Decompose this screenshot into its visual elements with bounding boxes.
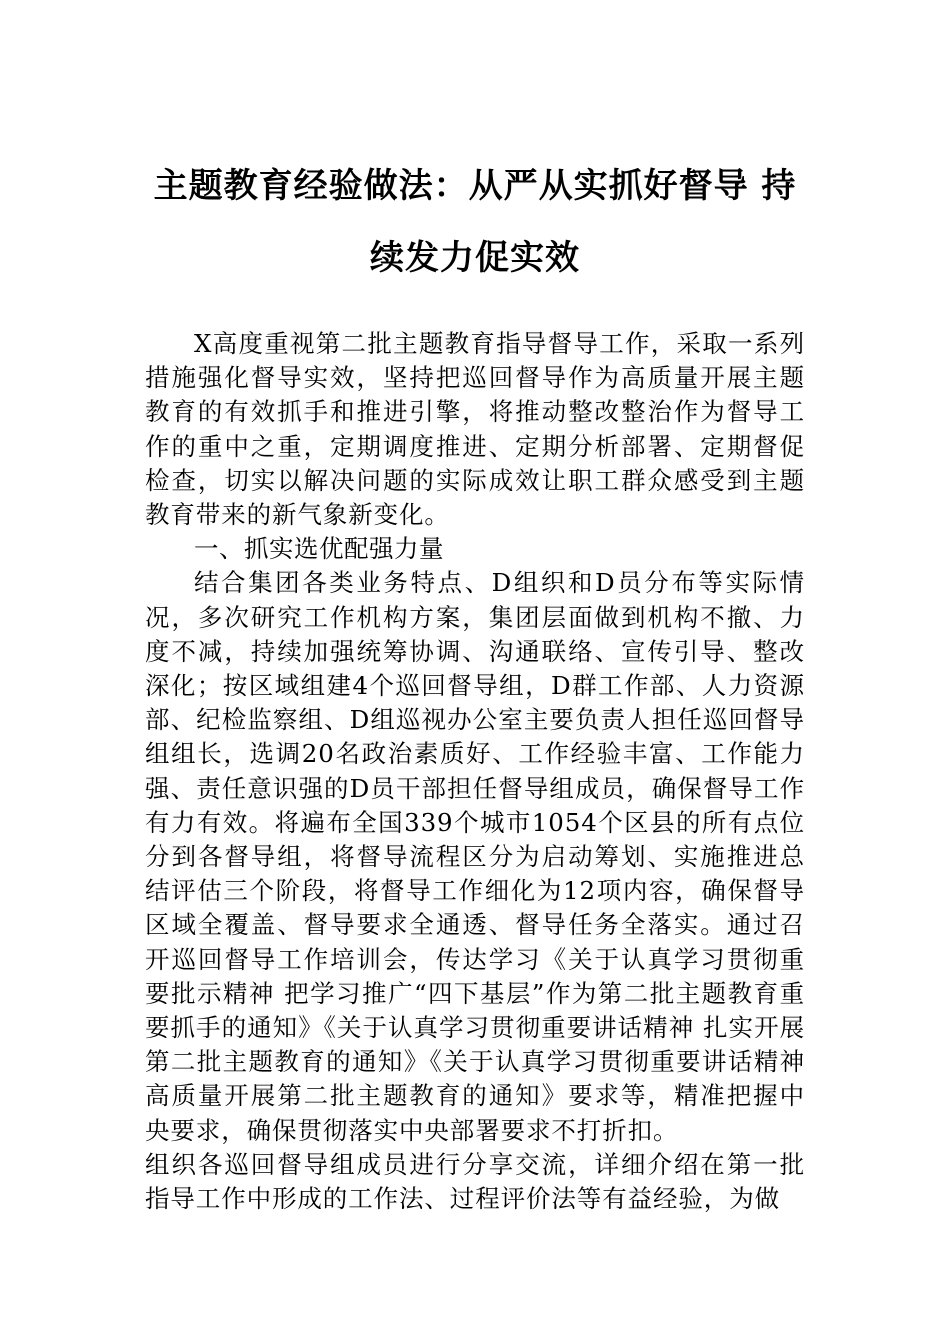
section-heading: 一、抓实选优配强力量 <box>194 534 444 564</box>
intro-paragraph: X高度重视第二批主题教育指导督导工作，采取一系列措施强化督导实效，坚持把巡回督导作为高质量开展主题教育的有效抓手和推进引擎，将推动整改整治作为督导工作的重中之重，定期调度推进、定期分析部署、定期督促检查，切实以解决问题的实际成效让职工群众感受到主题教育带来的新气象新变化。 <box>145 329 805 530</box>
section-continuation-paragraph: 组织各巡回督导组成员进行分享交流，详细介绍在第一批指导工作中形成的工作法、过程评价法等有益经验，为做 <box>145 1149 805 1214</box>
document-body <box>145 327 805 1216</box>
document-title: 主题教育经验做法：从严从实抓好督导 持续发力促实效 <box>153 166 797 278</box>
section-paragraph: 结合集团各类业务特点、D组织和D员分布等实际情况，多次研究工作机构方案，集团层面做到机构不撤、力度不减，持续加强统筹协调、沟通联络、宣传引导、整改深化；按区域组建4个巡回督导组，D群工作部、人力资源部、纪检监察组、D组巡视办公室主要负责人担任巡回督导组组长，选调20名政治素质好、工作经验丰富、工作能力强、责任意识强的D员干部担任督导组成员，确保督导工作有力有效。将遍布全国339个城市1054个区县的所有点位分到各督导组，将督导流程区分为启动筹划、实施推进总结评估三个阶段，将督导工作细化为12项内容，确保督导区域全覆盖、督导要求全通透、督导任务全落实。通过召开巡回督导工作培训会，传达学习《关于认真学习贯彻重要批示精神 把学习推广“四下基层”作为第二批主题教育重要抓手的通知》《关于认真学习贯彻重要讲话精神 扎实开展第二批主题教育的通知》《关于认真学习贯彻重要讲话精神 高质量开展第二批主题教育的通知》要求等，精准把握中央要求，确保贯彻落实中央部署要求不打折扣。 <box>145 568 805 1145</box>
